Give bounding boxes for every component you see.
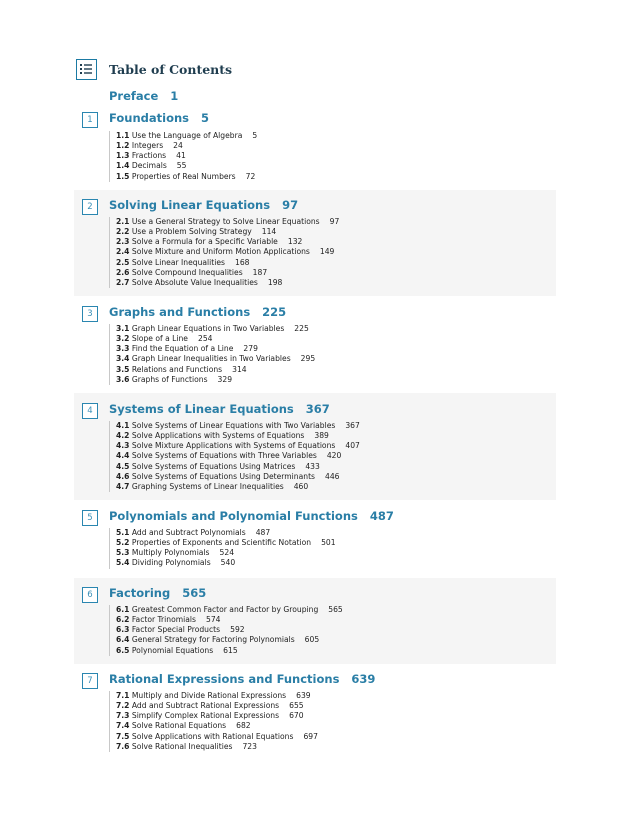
- section-title: Factor Trinomials: [131, 615, 196, 625]
- section-item[interactable]: [116, 462, 360, 472]
- section-page: 41: [176, 151, 186, 161]
- chapter-title: Systems of Linear Equations: [109, 402, 294, 416]
- section-title: Multiply Polynomials: [131, 548, 210, 558]
- chapter-page: 565: [182, 586, 207, 600]
- section-page: 592: [230, 625, 245, 635]
- section-page: 5: [252, 131, 258, 140]
- section-title: Solve Systems of Linear Equations with Two Variables: [131, 421, 336, 430]
- section-item[interactable]: [116, 548, 336, 558]
- section-number: 2.4: [116, 247, 130, 257]
- section-page: 460: [293, 481, 309, 491]
- preface-label: Preface: [109, 89, 159, 103]
- section-title: Multiply and Divide Rational Expressions: [131, 691, 287, 700]
- section-page: 639: [296, 691, 311, 700]
- section-page: 314: [232, 364, 247, 374]
- section-page: 72: [245, 171, 256, 181]
- chapter-block: [74, 667, 556, 755]
- section-title: Add and Subtract Polynomials: [131, 528, 246, 537]
- section-title: Solve Linear Inequalities: [131, 257, 225, 267]
- section-number: 6.5: [116, 645, 130, 655]
- section-title: General Strategy for Factoring Polynomials: [131, 635, 295, 645]
- section-page: 407: [345, 441, 360, 451]
- section-page: 55: [176, 161, 187, 171]
- section-item[interactable]: [116, 278, 339, 288]
- section-item[interactable]: [116, 141, 257, 151]
- chapter-title-link[interactable]: [109, 198, 298, 212]
- section-item[interactable]: [116, 635, 343, 645]
- chapter-title: Factoring: [109, 586, 171, 600]
- chapter-title: Foundations: [109, 111, 190, 125]
- section-number: 3.5: [116, 364, 130, 374]
- section-item[interactable]: [116, 625, 343, 635]
- section-page: 682: [236, 721, 251, 731]
- chapter-number-badge: 6: [82, 587, 98, 603]
- section-page: 187: [252, 267, 268, 277]
- section-title: Properties of Exponents and Scientific Notation: [131, 538, 312, 548]
- section-title: Slope of a Line: [131, 334, 188, 344]
- section-number: 2.7: [116, 277, 130, 287]
- section-number: 2.2: [116, 227, 130, 237]
- section-number: 7.1: [116, 691, 130, 700]
- section-page: 524: [219, 548, 235, 558]
- section-page: 329: [217, 374, 233, 384]
- chapter-title: Rational Expressions and Functions: [109, 672, 340, 686]
- section-page: 433: [305, 461, 320, 471]
- section-title: Simplify Complex Rational Expressions: [131, 711, 280, 721]
- section-number: 1.5: [116, 171, 130, 181]
- section-item[interactable]: [116, 538, 336, 548]
- section-number: 4.4: [116, 451, 130, 461]
- chapter-title-link[interactable]: [109, 402, 330, 416]
- chapter-block: [74, 190, 556, 296]
- section-title: Polynomial Equations: [131, 645, 214, 655]
- chapter-block: [74, 578, 556, 664]
- section-title: Solve Rational Inequalities: [131, 741, 233, 751]
- chapter-page: 225: [262, 305, 287, 319]
- chapter-number-badge: 3: [82, 306, 98, 322]
- section-number: 5.2: [116, 538, 130, 548]
- chapter-block: [74, 393, 556, 500]
- section-page: 670: [289, 711, 304, 721]
- section-page: 114: [261, 227, 277, 237]
- section-title: Graph Linear Equations in Two Variables: [131, 324, 285, 333]
- section-title: Fractions: [131, 151, 167, 161]
- section-title: Solve Systems of Equations Using Matrices: [131, 461, 296, 471]
- section-number: 2.1: [116, 217, 130, 226]
- section-title: Solve Applications with Rational Equations: [131, 731, 294, 741]
- section-number: 4.6: [116, 471, 130, 481]
- section-item[interactable]: [116, 151, 257, 161]
- section-number: 6.4: [116, 635, 130, 645]
- section-item[interactable]: [116, 344, 315, 354]
- section-number: 1.4: [116, 161, 130, 171]
- section-page: 168: [235, 257, 250, 267]
- section-page: 24: [173, 141, 183, 151]
- section-title: Solve Compound Inequalities: [131, 267, 243, 277]
- section-title: Graphs of Functions: [131, 374, 208, 384]
- section-number: 3.4: [116, 354, 130, 364]
- section-page: 367: [345, 421, 360, 430]
- section-number: 3.6: [116, 374, 130, 384]
- section-page: 198: [267, 277, 283, 287]
- preface-page: 1: [170, 89, 179, 103]
- section-number: 2.3: [116, 237, 130, 247]
- list-icon: [76, 59, 97, 80]
- preface-link[interactable]: [109, 89, 178, 103]
- chapter-block: [74, 503, 556, 573]
- section-number: 2.6: [116, 267, 130, 277]
- section-item[interactable]: [116, 375, 315, 385]
- section-title: Dividing Polynomials: [131, 558, 211, 568]
- section-item[interactable]: [116, 161, 257, 171]
- section-item[interactable]: [116, 172, 257, 182]
- section-page: 279: [243, 344, 258, 354]
- section-item[interactable]: [116, 615, 343, 625]
- section-item[interactable]: [116, 482, 360, 492]
- section-page: 149: [319, 247, 335, 257]
- section-number: 4.2: [116, 431, 130, 441]
- section-number: 1.1: [116, 131, 130, 140]
- chapter-block: [74, 299, 556, 390]
- section-number: 7.3: [116, 711, 130, 721]
- section-page: 389: [314, 431, 329, 441]
- section-item[interactable]: [116, 711, 318, 721]
- section-item[interactable]: [116, 472, 360, 482]
- section-title: Graphing Systems of Linear Inequalities: [131, 481, 284, 491]
- section-item[interactable]: [116, 528, 336, 538]
- section-title: Use a General Strategy to Solve Linear Equations: [131, 217, 320, 226]
- section-number: 4.1: [116, 421, 130, 430]
- section-list: [109, 217, 339, 288]
- chapter-title-link[interactable]: [109, 509, 394, 523]
- section-page: 501: [321, 538, 336, 548]
- section-title: Solve Mixture Applications with Systems of Equations: [131, 441, 336, 451]
- section-number: 7.2: [116, 701, 130, 711]
- section-page: 97: [329, 217, 340, 226]
- section-item[interactable]: [116, 701, 318, 711]
- section-number: 3.3: [116, 344, 130, 354]
- section-number: 6.2: [116, 615, 130, 625]
- section-page: 723: [242, 741, 257, 751]
- section-number: 3.1: [116, 324, 130, 333]
- chapter-title-link[interactable]: [109, 111, 209, 125]
- chapter-number-badge: 5: [82, 510, 98, 526]
- section-page: 132: [287, 237, 303, 247]
- page-title: Table of Contents: [109, 62, 233, 77]
- section-title: Factor Special Products: [131, 625, 221, 635]
- section-title: Graph Linear Inequalities in Two Variables: [131, 354, 291, 364]
- section-item[interactable]: [116, 421, 360, 431]
- chapter-page: 5: [201, 111, 210, 125]
- section-title: Greatest Common Factor and Factor by Grouping: [131, 605, 319, 614]
- chapter-title-link[interactable]: [109, 305, 286, 319]
- section-list: [109, 131, 257, 182]
- section-number: 5.1: [116, 528, 130, 537]
- section-page: 655: [289, 701, 304, 711]
- section-page: 254: [197, 334, 213, 344]
- section-title: Decimals: [131, 161, 167, 171]
- section-item[interactable]: [116, 431, 360, 441]
- section-page: 697: [303, 731, 318, 741]
- section-item[interactable]: [116, 605, 343, 615]
- section-number: 4.5: [116, 461, 130, 471]
- section-title: Use a Problem Solving Strategy: [131, 227, 252, 237]
- chapter-title-link[interactable]: [109, 586, 206, 600]
- section-title: Solve Systems of Equations with Three Variables: [131, 451, 317, 461]
- chapter-page: 97: [282, 198, 299, 212]
- section-title: Solve Mixture and Uniform Motion Applications: [131, 247, 310, 257]
- section-page: 225: [294, 324, 309, 333]
- section-number: 6.1: [116, 605, 130, 614]
- chapter-title: Polynomials and Polynomial Functions: [109, 509, 358, 523]
- section-list: [109, 528, 336, 569]
- section-number: 4.7: [116, 481, 130, 491]
- chapter-title: Solving Linear Equations: [109, 198, 271, 212]
- section-number: 5.3: [116, 548, 130, 558]
- section-title: Add and Subtract Rational Expressions: [131, 701, 280, 711]
- section-number: 5.4: [116, 558, 130, 568]
- chapter-number-badge: 1: [82, 112, 98, 128]
- section-item[interactable]: [116, 646, 343, 656]
- chapter-page: 639: [351, 672, 376, 686]
- section-item[interactable]: [116, 441, 360, 451]
- section-page: 420: [326, 451, 342, 461]
- section-item[interactable]: [116, 721, 318, 731]
- section-number: 4.3: [116, 441, 130, 451]
- section-number: 1.2: [116, 141, 130, 151]
- section-item[interactable]: [116, 354, 315, 364]
- section-item[interactable]: [116, 451, 360, 461]
- section-item[interactable]: [116, 324, 315, 334]
- section-title: Solve Absolute Value Inequalities: [131, 277, 258, 287]
- section-item[interactable]: [116, 131, 257, 141]
- section-title: Solve a Formula for a Specific Variable: [131, 237, 278, 247]
- section-item[interactable]: [116, 691, 318, 701]
- section-item[interactable]: [116, 732, 318, 742]
- chapter-number-badge: 4: [82, 403, 98, 419]
- section-page: 605: [304, 635, 320, 645]
- section-list: [109, 605, 343, 656]
- section-item[interactable]: [116, 258, 339, 268]
- section-page: 487: [255, 528, 271, 537]
- section-number: 7.4: [116, 721, 130, 731]
- section-page: 615: [223, 645, 238, 655]
- section-page: 446: [325, 471, 340, 481]
- section-page: 295: [300, 354, 316, 364]
- section-title: Find the Equation of a Line: [131, 344, 234, 354]
- chapter-page: 487: [369, 509, 394, 523]
- section-item[interactable]: [116, 558, 336, 568]
- section-number: 2.5: [116, 257, 130, 267]
- section-item[interactable]: [116, 237, 339, 247]
- section-list: [109, 324, 315, 385]
- chapter-number-badge: 7: [82, 673, 98, 689]
- section-page: 540: [220, 558, 236, 568]
- section-number: 3.2: [116, 334, 130, 344]
- chapter-number-badge: 2: [82, 199, 98, 215]
- section-item[interactable]: [116, 268, 339, 278]
- section-page: 565: [328, 605, 343, 614]
- section-title: Solve Systems of Equations Using Determinants: [131, 471, 315, 481]
- section-list: [109, 421, 360, 492]
- section-title: Integers: [131, 141, 164, 151]
- section-number: 6.3: [116, 625, 130, 635]
- section-item[interactable]: [116, 365, 315, 375]
- section-list: [109, 691, 318, 752]
- section-item[interactable]: [116, 247, 339, 257]
- section-item[interactable]: [116, 227, 339, 237]
- section-number: 1.3: [116, 151, 130, 161]
- chapter-title-link[interactable]: [109, 672, 375, 686]
- section-number: 7.5: [116, 731, 130, 741]
- chapter-page: 367: [305, 402, 330, 416]
- section-item[interactable]: [116, 742, 318, 752]
- section-page: 574: [205, 615, 221, 625]
- section-title: Use the Language of Algebra: [131, 131, 243, 140]
- section-title: Properties of Real Numbers: [131, 171, 236, 181]
- section-item[interactable]: [116, 217, 339, 227]
- section-title: Relations and Functions: [131, 364, 223, 374]
- section-title: Solve Applications with Systems of Equations: [131, 431, 305, 441]
- section-number: 7.6: [116, 741, 130, 751]
- section-item[interactable]: [116, 334, 315, 344]
- chapter-title: Graphs and Functions: [109, 305, 251, 319]
- chapter-block: [74, 110, 556, 186]
- section-title: Solve Rational Equations: [131, 721, 227, 731]
